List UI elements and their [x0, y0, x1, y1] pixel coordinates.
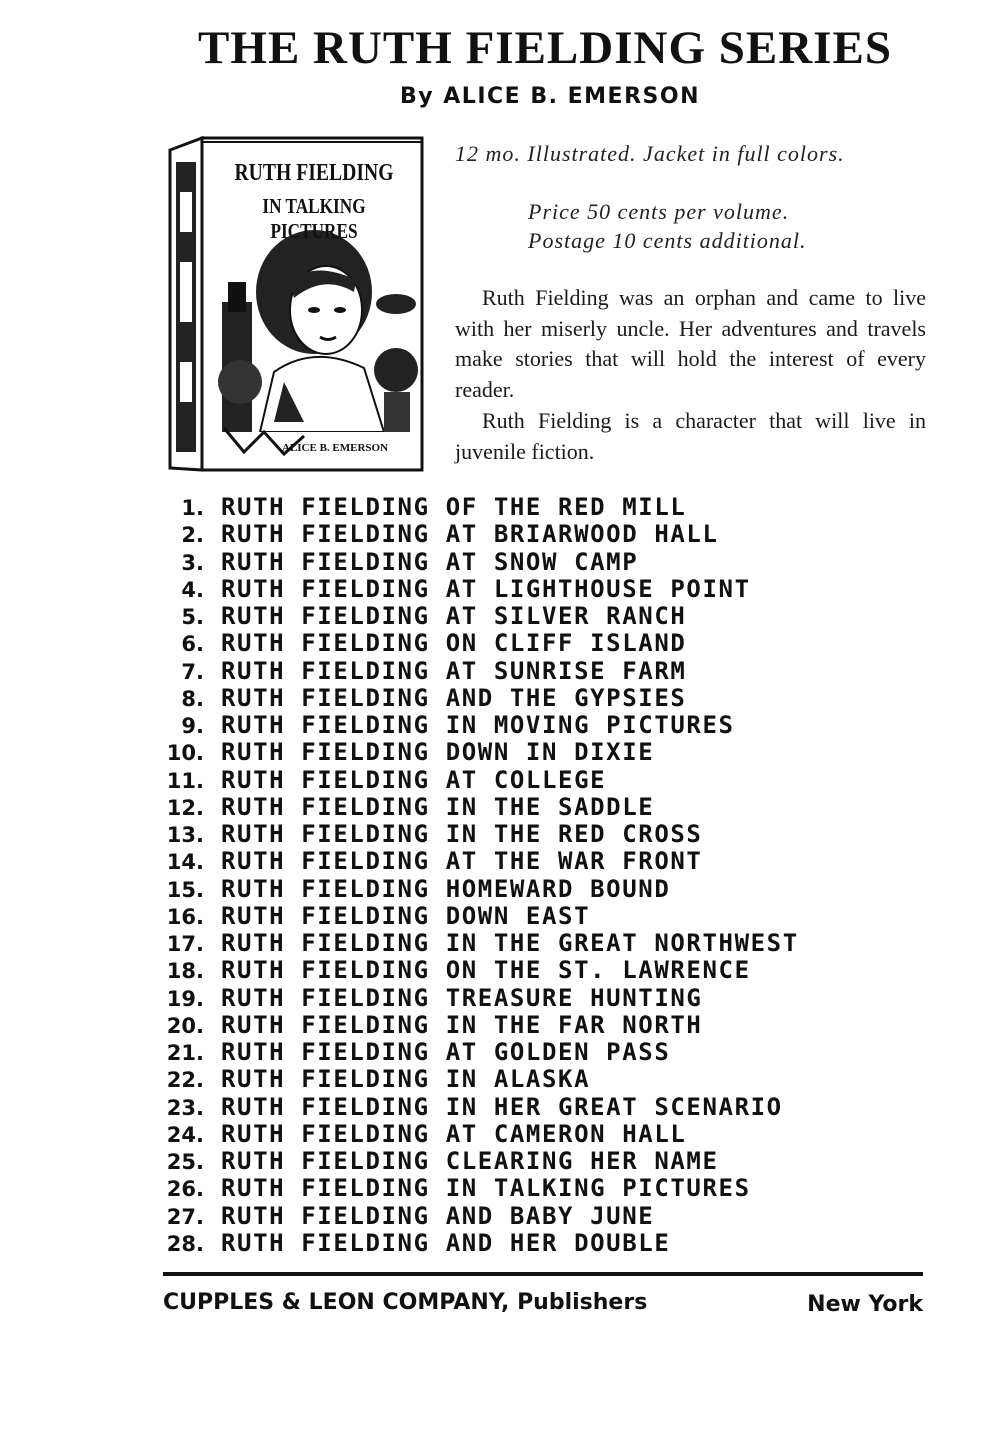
list-item-title: RUTH FIELDING AT BRIARWOOD HALL	[221, 520, 719, 549]
description-paragraph: Ruth Fielding is a character that will live in juvenile fiction.	[455, 408, 926, 464]
list-item	[160, 903, 940, 930]
list-item-title: RUTH FIELDING AT SUNRISE FARM	[221, 656, 687, 685]
list-item-number: 1.	[181, 496, 204, 520]
list-item	[160, 957, 940, 984]
postage-line: Postage 10 cents additional.	[528, 228, 807, 253]
list-item	[160, 1175, 940, 1202]
list-item-number: 18.	[166, 959, 204, 984]
format-line: 12 mo. Illustrated. Jacket in full colors.	[455, 141, 845, 166]
list-item-number: 8.	[181, 686, 204, 711]
list-item-title: RUTH FIELDING DOWN IN DIXIE	[221, 738, 655, 767]
list-item-title: RUTH FIELDING IN THE FAR NORTH	[221, 1010, 703, 1039]
list-item	[160, 658, 940, 685]
publisher-name: CUPPLES & LEON COMPANY, Publishers	[163, 1290, 648, 1315]
list-item-number: 2.	[181, 523, 204, 548]
list-item	[160, 1094, 940, 1121]
list-item	[160, 494, 940, 521]
list-item-title: RUTH FIELDING ON CLIFF ISLAND	[221, 629, 687, 658]
list-item	[160, 1039, 940, 1066]
list-item-title: RUTH FIELDING IN THE SADDLE	[221, 792, 655, 821]
list-item	[160, 1203, 940, 1230]
list-item-title: RUTH FIELDING AND HER DOUBLE	[221, 1228, 671, 1257]
list-item-number: 10.	[166, 741, 204, 766]
publisher-city: New York	[807, 1292, 923, 1317]
list-item	[160, 1066, 940, 1093]
divider-rule	[163, 1272, 923, 1276]
list-item-number: 13.	[166, 823, 204, 847]
list-item-number: 23.	[166, 1095, 204, 1120]
list-item-title: RUTH FIELDING AND BABY JUNE	[221, 1201, 655, 1230]
page-title: THE RUTH FIELDING SERIES	[198, 22, 892, 74]
description-paragraph: Ruth Fielding was an orphan and came to live with her miserly uncle. Her adventures and travels make stories that will hold the interest of every reader.	[455, 285, 926, 402]
list-item-title: RUTH FIELDING IN MOVING PICTURES	[221, 711, 735, 739]
price-line: Price 50 cents per volume.	[528, 199, 790, 224]
list-item-number: 11.	[166, 768, 204, 793]
list-item-title: RUTH FIELDING IN HER GREAT SCENARIO	[221, 1092, 783, 1121]
list-item	[160, 549, 940, 576]
list-item-number: 6.	[181, 632, 204, 657]
list-item-number: 26.	[166, 1177, 204, 1202]
list-item	[160, 930, 940, 957]
list-item-number: 4.	[181, 577, 204, 602]
list-item-title: RUTH FIELDING AT SNOW CAMP	[221, 547, 639, 576]
list-item-number: 3.	[181, 550, 204, 575]
list-item	[160, 685, 940, 712]
cover-title-line-1: RUTH FIELDING	[234, 160, 394, 186]
list-item-number: 20.	[166, 1013, 204, 1038]
list-item-title: RUTH FIELDING AT SILVER RANCH	[221, 602, 687, 630]
cover-title-line-2: IN TALKING PICTURES	[262, 194, 366, 243]
series-description	[455, 283, 926, 467]
title-list	[160, 494, 940, 1257]
list-item-title: RUTH FIELDING IN ALASKA	[221, 1065, 591, 1094]
list-item-title: RUTH FIELDING AT CAMERON HALL	[221, 1119, 687, 1148]
list-item-number: 25.	[166, 1150, 204, 1174]
list-item-title: RUTH FIELDING TREASURE HUNTING	[221, 983, 703, 1012]
list-item	[160, 848, 940, 875]
list-item-title: RUTH FIELDING ON THE ST. LAWRENCE	[221, 956, 751, 985]
list-item-title: RUTH FIELDING IN TALKING PICTURES	[221, 1174, 751, 1203]
list-item	[160, 821, 940, 848]
list-item-title: RUTH FIELDING AT COLLEGE	[221, 765, 607, 794]
list-item-title: RUTH FIELDING AND THE GYPSIES	[221, 683, 687, 712]
list-item	[160, 794, 940, 821]
list-item-number: 19.	[166, 986, 204, 1011]
list-item	[160, 1012, 940, 1039]
list-item-number: 16.	[166, 904, 204, 929]
list-item-number: 28.	[166, 1231, 204, 1256]
list-item-number: 15.	[166, 877, 204, 902]
list-item	[160, 521, 940, 548]
list-item	[160, 1230, 940, 1257]
list-item-title: RUTH FIELDING IN THE GREAT NORTHWEST	[221, 929, 799, 957]
list-item	[160, 576, 940, 603]
list-item-number: 14.	[166, 850, 204, 875]
list-item-title: RUTH FIELDING AT GOLDEN PASS	[221, 1038, 671, 1066]
list-item-title: RUTH FIELDING OF THE RED MILL	[221, 493, 687, 521]
list-item-title: RUTH FIELDING DOWN EAST	[221, 901, 591, 930]
list-item-title: RUTH FIELDING IN THE RED CROSS	[221, 820, 703, 848]
list-item	[160, 712, 940, 739]
list-item-number: 27.	[166, 1204, 204, 1229]
list-item	[160, 876, 940, 903]
list-item-number: 24.	[166, 1122, 204, 1147]
list-item-title: RUTH FIELDING CLEARING HER NAME	[221, 1147, 719, 1175]
list-item	[160, 767, 940, 794]
list-item-title: RUTH FIELDING AT LIGHTHOUSE POINT	[221, 574, 751, 603]
list-item	[160, 739, 940, 766]
list-item-title: RUTH FIELDING HOMEWARD BOUND	[221, 874, 671, 903]
list-item-number: 9.	[181, 714, 204, 738]
list-item	[160, 985, 940, 1012]
list-item-number: 22.	[166, 1068, 204, 1093]
list-item	[160, 603, 940, 630]
author-byline: By ALICE B. EMERSON	[400, 84, 700, 109]
list-item-number: 21.	[166, 1041, 204, 1065]
list-item-number: 7.	[181, 659, 204, 684]
list-item	[160, 630, 940, 657]
list-item-number: 17.	[166, 932, 204, 956]
list-item	[160, 1148, 940, 1175]
list-item-number: 5.	[181, 605, 204, 629]
list-item-title: RUTH FIELDING AT THE WAR FRONT	[221, 847, 703, 876]
cover-author: ALICE B. EMERSON	[282, 442, 389, 454]
list-item-number: 12.	[166, 795, 204, 820]
book-cover-illustration	[164, 132, 428, 478]
list-item	[160, 1121, 940, 1148]
